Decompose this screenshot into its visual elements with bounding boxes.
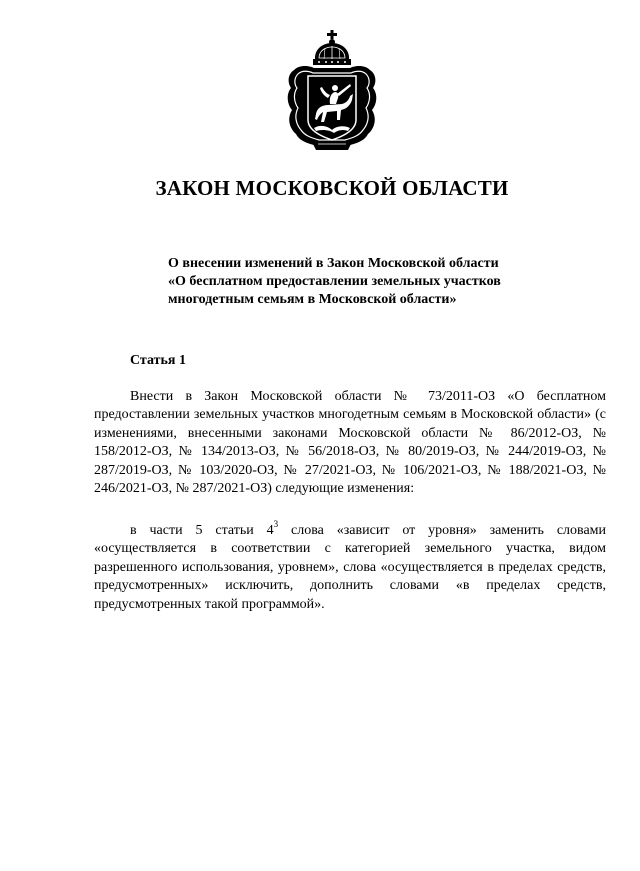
crown-icon xyxy=(313,30,351,65)
article-paragraph-amendment xyxy=(94,519,607,614)
superscript-index: 3 xyxy=(273,519,279,530)
subject-line: О внесении изменений в Закон Московской области xyxy=(168,256,499,271)
article-paragraph: Внести в Закон Московской области № 73/2011-ОЗ «О бесплатном предоставлении земельных участков многодетным семьям в Московской области» (с изменениями, внесенными законами Московской области № 86/2012-ОЗ, № 158/2012-ОЗ, № 134/2013-ОЗ, № 56/2018-ОЗ, № 80/2019-ОЗ, № 244/2019-ОЗ, № 287/2019-ОЗ, № 103/2020-ОЗ, № 27/2021-ОЗ, № 106/2021-ОЗ, № 188/2021-ОЗ, № 246/2021-ОЗ, № 287/2021-ОЗ) следующие изменения: xyxy=(94,389,606,497)
subject-line: многодетным семьям в Московской области» xyxy=(168,292,457,307)
paragraph-text-end: слова «зависит от уровня» заменить словами «осуществляется в соответствии с категорией земельного участка, видом разрешенного использования, уровнем», слова «осуществляется в пределах средств, предусмотренных» исключить, дополнить словами «в пределах средств, предусмотренных такой программой». xyxy=(94,523,607,612)
subject-line: «О бесплатном предоставлении земельных участков xyxy=(168,274,501,289)
law-title: ЗАКОН МОСКОВСКОЙ ОБЛАСТИ xyxy=(155,176,509,200)
paragraph-text-start: в части 5 статьи 4 xyxy=(130,523,274,538)
article-heading: Статья 1 xyxy=(130,353,186,368)
moscow-oblast-coat-of-arms-icon xyxy=(284,30,380,156)
law-subject xyxy=(168,255,548,309)
